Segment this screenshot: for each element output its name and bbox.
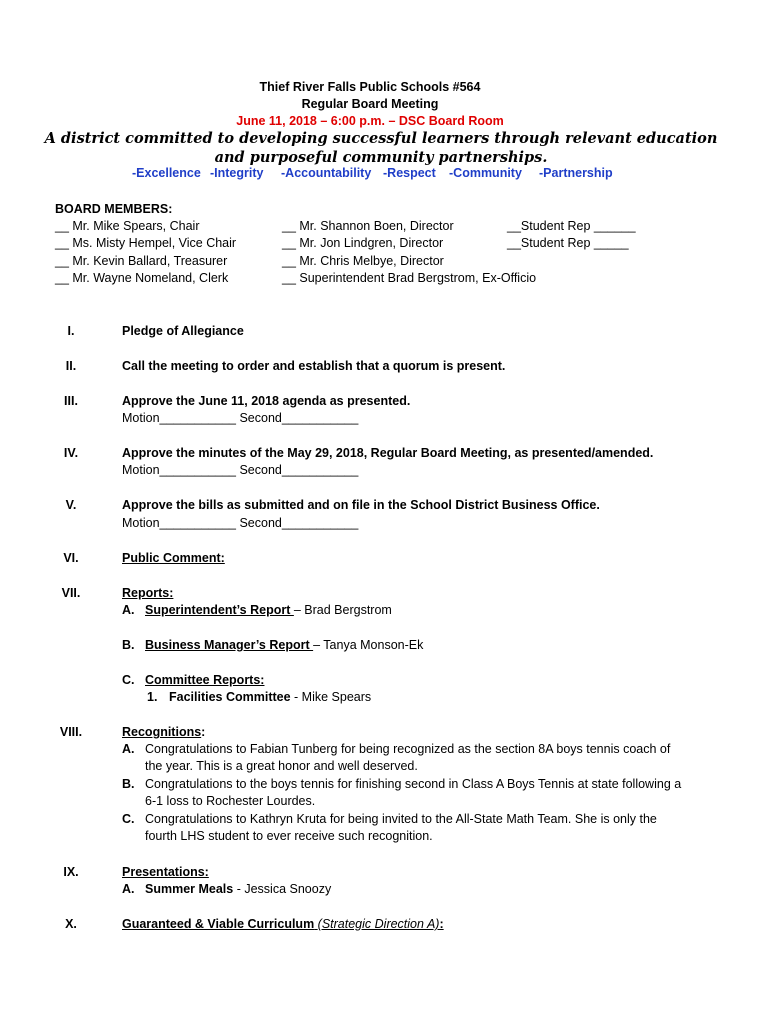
item-number: V.	[65, 498, 77, 512]
motion-second-line: Motion___________ Second___________	[122, 516, 359, 530]
item-title: Guaranteed & Viable Curriculum	[122, 917, 315, 931]
report-presenter: – Brad Bergstrom	[293, 603, 392, 617]
sub-letter: B.	[122, 777, 135, 791]
item-title-line: Recognitions:	[122, 725, 206, 739]
presentation-title: Summer Meals	[145, 882, 234, 896]
recognition-text: fourth LHS student to ever receive such recognition.	[145, 829, 433, 843]
recognition-text: Congratulations to the boys tennis for finishing second in Class A Boys Tennis at state following a	[145, 777, 682, 791]
value-excellence: -Excellence	[132, 166, 201, 180]
sub-letter: C.	[122, 812, 135, 826]
item-number: II.	[65, 359, 77, 373]
district-name: Thief River Falls Public Schools #564	[259, 80, 481, 94]
item-number: VII.	[61, 586, 81, 600]
board-member: __ Mr. Shannon Boen, Director	[282, 219, 454, 233]
value-integrity: -Integrity	[210, 166, 264, 180]
report-title: Business Manager’s Report	[145, 638, 314, 652]
item-title: Pledge of Allegiance	[122, 324, 244, 338]
motto-line-1: A district committed to developing successful learners through relevant education	[44, 130, 718, 147]
board-members-heading: BOARD MEMBERS:	[55, 202, 173, 216]
board-member: __ Superintendent Brad Bergstrom, Ex-Officio	[282, 271, 537, 285]
report-title: Superintendent’s Report	[145, 603, 294, 617]
board-member: __ Mr. Mike Spears, Chair	[55, 219, 200, 233]
board-member: __ Mr. Chris Melbye, Director	[282, 254, 444, 268]
item-number: X.	[65, 917, 77, 931]
board-member: __ Ms. Misty Hempel, Vice Chair	[55, 236, 237, 250]
item-title: Reports:	[122, 586, 174, 600]
sub-letter: A.	[122, 742, 135, 756]
item-number: IX.	[63, 865, 79, 879]
report-line	[145, 638, 423, 652]
recognition-text: 6-1 loss to Rochester Lourdes.	[145, 794, 316, 808]
sub-letter: C.	[122, 673, 135, 687]
item-number: VI.	[63, 551, 79, 565]
title-colon: :	[439, 917, 444, 931]
value-community: -Community	[449, 166, 522, 180]
item-number: III.	[64, 394, 78, 408]
sub-letter: A.	[122, 882, 135, 896]
item-title: Presentations:	[122, 865, 209, 879]
sub-number: 1.	[147, 690, 158, 704]
item-title: Approve the bills as submitted and on file in the School District Business Office.	[122, 498, 600, 512]
item-title: Public Comment:	[122, 551, 225, 565]
item-title: Recognitions	[122, 725, 202, 739]
board-member: __ Mr. Wayne Nomeland, Clerk	[55, 271, 229, 285]
item-number: IV.	[63, 446, 79, 460]
committee-presenter: - Mike Spears	[290, 690, 372, 704]
student-rep: __Student Rep _____	[507, 236, 629, 250]
sub-letter: B.	[122, 638, 135, 652]
item-title: Approve the minutes of the May 29, 2018, Regular Board Meeting, as presented/amended.	[122, 446, 654, 460]
item-title: Call the meeting to order and establish that a quorum is present.	[122, 359, 506, 373]
motto-line-2: and purposeful community partnerships.	[214, 149, 548, 166]
board-member: __ Mr. Jon Lindgren, Director	[282, 236, 444, 250]
sub-letter: A.	[122, 603, 135, 617]
recognition-text: the year. This is a great honor and well deserved.	[145, 759, 418, 773]
item-number: I.	[67, 324, 75, 338]
item-number: VIII.	[59, 725, 83, 739]
motion-second-line: Motion___________ Second___________	[122, 463, 359, 477]
presentation-presenter: - Jessica Snoozy	[233, 882, 332, 896]
meeting-datetime: June 11, 2018 – 6:00 p.m. – DSC Board Room	[236, 114, 504, 128]
student-rep: __Student Rep ______	[507, 219, 636, 233]
report-title: Committee Reports:	[145, 673, 265, 687]
board-member: __ Mr. Kevin Ballard, Treasurer	[55, 254, 228, 268]
report-line	[145, 603, 392, 617]
item-title: Approve the June 11, 2018 agenda as presented.	[122, 394, 411, 408]
committee-line	[169, 690, 371, 704]
strategic-direction: (Strategic Direction A)	[317, 917, 440, 931]
motion-second-line: Motion___________ Second___________	[122, 411, 359, 425]
presentation-line	[145, 882, 331, 896]
report-presenter: – Tanya Monson-Ek	[313, 638, 424, 652]
meeting-type: Regular Board Meeting	[301, 97, 439, 111]
item-title-line	[122, 917, 444, 931]
value-partnership: -Partnership	[539, 166, 613, 180]
committee-title: Facilities Committee	[169, 690, 291, 704]
value-accountability: -Accountability	[281, 166, 372, 180]
recognition-text: Congratulations to Fabian Tunberg for being recognized as the section 8A boys tennis coach of	[145, 742, 671, 756]
recognition-text: Congratulations to Kathryn Kruta for being invited to the All-State Math Team. She is only the	[145, 812, 657, 826]
value-respect: -Respect	[383, 166, 436, 180]
